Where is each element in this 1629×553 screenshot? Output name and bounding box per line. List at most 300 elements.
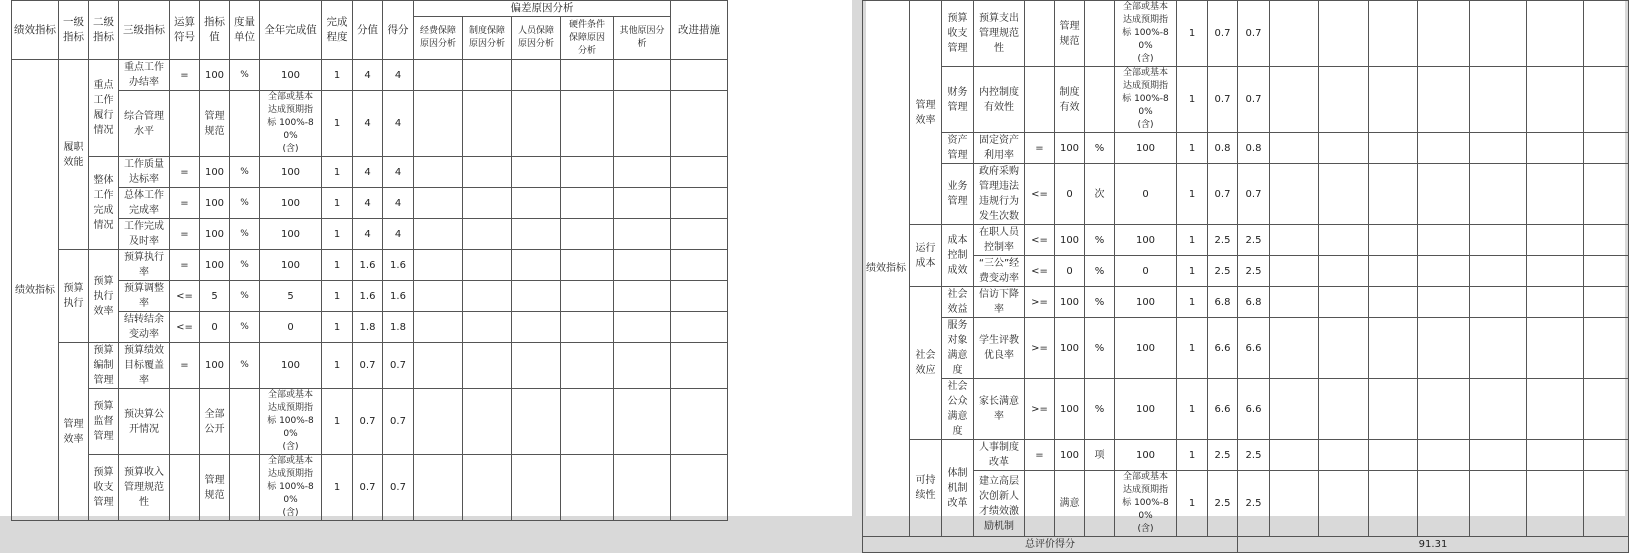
degree-cell: 1 (322, 219, 353, 250)
operator-cell: = (1025, 133, 1055, 164)
got-score-cell: 2.5 (1238, 471, 1270, 537)
unit-cell (230, 389, 260, 455)
header-actual: 全年完成值 (260, 1, 322, 60)
indicator-name: 工作完成 及时率 (119, 219, 170, 250)
score-cell: 6.6 (1208, 318, 1238, 379)
actual-value: 100 (1115, 133, 1177, 164)
group-label: 可持 续性 (910, 440, 942, 537)
empty-analysis-cell (1319, 440, 1369, 471)
empty-analysis-cell (1270, 164, 1319, 225)
empty-analysis-cell (1584, 318, 1629, 379)
empty-analysis-cell (512, 188, 561, 219)
actual-value: 全部或基本 达成预期指 标 100%-80% (含) (260, 455, 322, 521)
empty-analysis-cell (1270, 256, 1319, 287)
score-cell: 6.6 (1208, 379, 1238, 440)
empty-analysis-cell (414, 281, 463, 312)
operator-cell: = (170, 250, 200, 281)
empty-analysis-cell (561, 219, 614, 250)
empty-analysis-cell (1527, 379, 1584, 440)
empty-analysis-cell (1319, 287, 1369, 318)
table-row (863, 256, 1629, 287)
unit-cell (1085, 67, 1115, 133)
empty-analysis-cell (1369, 379, 1418, 440)
got-score-cell: 0.7 (1238, 1, 1270, 67)
table-row (863, 164, 1629, 225)
indicator-name: 固定资产 利用率 (974, 133, 1025, 164)
degree-cell: 1 (322, 250, 353, 281)
empty-analysis-cell (561, 91, 614, 157)
score-cell: 0.7 (1208, 1, 1238, 67)
header-op: 运算 符号 (170, 1, 200, 60)
empty-analysis-cell (1470, 471, 1527, 537)
score-cell: 0.8 (1208, 133, 1238, 164)
empty-analysis-cell (463, 312, 512, 343)
target-value: 0 (1055, 164, 1085, 225)
group-label: 社会 效应 (910, 287, 942, 440)
target-value: 100 (1055, 133, 1085, 164)
degree-cell: 1 (1177, 440, 1208, 471)
table-row (12, 60, 728, 91)
empty-analysis-cell (1319, 379, 1369, 440)
total-value: 91.31 (1238, 537, 1629, 553)
got-score-cell: 1.6 (383, 281, 414, 312)
empty-analysis-cell (1369, 440, 1418, 471)
empty-analysis-cell (414, 250, 463, 281)
total-label: 总评价得分 (863, 537, 1238, 553)
operator-cell: = (170, 60, 200, 91)
empty-analysis-cell (1319, 225, 1369, 256)
table-row (863, 67, 1629, 133)
empty-analysis-cell (1270, 471, 1319, 537)
header-improve: 改进措施 (671, 1, 728, 60)
subgroup-label: 财务 管理 (942, 67, 974, 133)
unit-cell: % (1085, 256, 1115, 287)
score-cell: 2.5 (1208, 471, 1238, 537)
indicator-name: 信访下降 率 (974, 287, 1025, 318)
header-dev5: 其他原因分 析 (614, 17, 671, 60)
table-row (12, 157, 728, 188)
header-first: 一级 指标 (59, 1, 89, 60)
got-score-cell: 0.8 (1238, 133, 1270, 164)
empty-analysis-cell (1470, 256, 1527, 287)
degree-cell: 1 (322, 188, 353, 219)
table-row (12, 219, 728, 250)
actual-value: 100 (260, 219, 322, 250)
header-degree: 完成 程度 (322, 1, 353, 60)
empty-analysis-cell (414, 312, 463, 343)
empty-analysis-cell (1319, 256, 1369, 287)
empty-analysis-cell (1527, 287, 1584, 318)
operator-cell: >= (1025, 287, 1055, 318)
empty-analysis-cell (414, 91, 463, 157)
operator-cell: = (170, 157, 200, 188)
empty-analysis-cell (1270, 225, 1319, 256)
empty-analysis-cell (1584, 471, 1629, 537)
empty-analysis-cell (414, 343, 463, 389)
empty-analysis-cell (1369, 256, 1418, 287)
operator-cell (170, 455, 200, 521)
target-value: 制度 有效 (1055, 67, 1085, 133)
operator-cell: <= (170, 312, 200, 343)
unit-cell: % (1085, 225, 1115, 256)
table-row (12, 312, 728, 343)
operator-cell (170, 91, 200, 157)
degree-cell: 1 (322, 91, 353, 157)
empty-analysis-cell (1319, 164, 1369, 225)
empty-analysis-cell (614, 343, 671, 389)
empty-analysis-cell (1319, 471, 1369, 537)
operator-cell: <= (1025, 164, 1055, 225)
empty-analysis-cell (671, 455, 728, 521)
empty-analysis-cell (1584, 133, 1629, 164)
got-score-cell: 0.7 (1238, 164, 1270, 225)
indicator-name: 预算调整 率 (119, 281, 170, 312)
score-cell: 4 (353, 188, 383, 219)
unit-cell (1085, 471, 1115, 537)
table-row (12, 343, 728, 389)
table-row (863, 379, 1629, 440)
empty-analysis-cell (1527, 256, 1584, 287)
operator-cell: <= (170, 281, 200, 312)
target-value: 100 (1055, 440, 1085, 471)
empty-analysis-cell (671, 219, 728, 250)
indicator-name: 工作质量 达标率 (119, 157, 170, 188)
empty-analysis-cell (614, 91, 671, 157)
right-page (866, 0, 1625, 550)
empty-analysis-cell (1270, 440, 1319, 471)
empty-analysis-cell (614, 188, 671, 219)
empty-analysis-cell (1527, 318, 1584, 379)
header-dev1: 经费保障 原因分析 (414, 17, 463, 60)
empty-analysis-cell (614, 312, 671, 343)
indicator-name: 政府采购 管理违法 违规行为 发生次数 (974, 164, 1025, 225)
empty-analysis-cell (463, 250, 512, 281)
operator-cell: <= (1025, 225, 1055, 256)
empty-analysis-cell (1369, 164, 1418, 225)
empty-analysis-cell (512, 281, 561, 312)
actual-value: 100 (260, 343, 322, 389)
indicator-name: 预算绩效 目标覆盖 率 (119, 343, 170, 389)
indicator-name: 重点工作 办结率 (119, 60, 170, 91)
got-score-cell: 4 (383, 188, 414, 219)
actual-value: 5 (260, 281, 322, 312)
degree-cell: 1 (322, 312, 353, 343)
subgroup-label: 资产 管理 (942, 133, 974, 164)
empty-analysis-cell (1584, 1, 1629, 67)
table-row (863, 471, 1629, 537)
performance-table-right (862, 0, 1629, 553)
empty-analysis-cell (1369, 1, 1418, 67)
subgroup-label: 体制 机制 改革 (942, 440, 974, 537)
empty-analysis-cell (561, 188, 614, 219)
empty-analysis-cell (1418, 164, 1470, 225)
indicator-name: 建立高层 次创新人 才绩效激 励机制 (974, 471, 1025, 537)
table-row (863, 287, 1629, 318)
empty-analysis-cell (512, 343, 561, 389)
unit-cell: % (230, 281, 260, 312)
got-score-cell: 6.8 (1238, 287, 1270, 318)
performance-table-left (11, 0, 728, 521)
empty-analysis-cell (1470, 440, 1527, 471)
empty-analysis-cell (614, 455, 671, 521)
got-score-cell: 0.7 (383, 455, 414, 521)
score-cell: 0.7 (1208, 164, 1238, 225)
indicator-name: 在职人员 控制率 (974, 225, 1025, 256)
actual-value: 100 (260, 60, 322, 91)
degree-cell: 1 (1177, 1, 1208, 67)
unit-cell: % (1085, 318, 1115, 379)
empty-analysis-cell (1418, 440, 1470, 471)
unit-cell: % (1085, 287, 1115, 318)
unit-cell: % (230, 60, 260, 91)
empty-analysis-cell (512, 455, 561, 521)
empty-analysis-cell (561, 343, 614, 389)
target-value: 100 (200, 157, 230, 188)
got-score-cell: 6.6 (1238, 379, 1270, 440)
empty-analysis-cell (1270, 379, 1319, 440)
target-value: 管理 规范 (200, 455, 230, 521)
subgroup-label: 重点 工作 履行 情况 (89, 60, 119, 157)
score-cell: 4 (353, 60, 383, 91)
score-cell: 6.8 (1208, 287, 1238, 318)
empty-analysis-cell (614, 281, 671, 312)
indicator-name: “三公”经 费变动率 (974, 256, 1025, 287)
empty-analysis-cell (463, 389, 512, 455)
empty-analysis-cell (671, 188, 728, 219)
total-row (863, 537, 1629, 553)
table-row (863, 225, 1629, 256)
subgroup-label: 整体 工作 完成 情况 (89, 157, 119, 250)
degree-cell: 1 (1177, 133, 1208, 164)
score-cell: 1.6 (353, 250, 383, 281)
empty-analysis-cell (1584, 379, 1629, 440)
empty-analysis-cell (512, 60, 561, 91)
empty-analysis-cell (1527, 225, 1584, 256)
empty-analysis-cell (614, 157, 671, 188)
actual-value: 全部或基本 达成预期指 标 100%-80% (含) (260, 91, 322, 157)
empty-analysis-cell (671, 91, 728, 157)
degree-cell: 1 (322, 389, 353, 455)
empty-analysis-cell (671, 250, 728, 281)
empty-analysis-cell (1418, 318, 1470, 379)
degree-cell: 1 (322, 60, 353, 91)
subgroup-label: 预算 执行 效率 (89, 250, 119, 343)
empty-analysis-cell (512, 157, 561, 188)
unit-cell: % (230, 157, 260, 188)
empty-analysis-cell (1270, 133, 1319, 164)
empty-analysis-cell (1418, 256, 1470, 287)
subgroup-label: 预算 收支 管理 (942, 1, 974, 67)
empty-analysis-cell (1369, 287, 1418, 318)
unit-cell: 项 (1085, 440, 1115, 471)
subgroup-label: 预算 收支 管理 (89, 455, 119, 521)
operator-cell (1025, 1, 1055, 67)
empty-analysis-cell (414, 188, 463, 219)
header-dev2: 制度保障 原因分析 (463, 17, 512, 60)
degree-cell: 1 (322, 343, 353, 389)
header-second: 二级 指标 (89, 1, 119, 60)
target-value: 100 (200, 250, 230, 281)
empty-analysis-cell (1270, 287, 1319, 318)
subgroup-label: 社会 公众 满意 度 (942, 379, 974, 440)
subgroup-label: 预算 编制 管理 (89, 343, 119, 389)
degree-cell: 1 (1177, 67, 1208, 133)
empty-analysis-cell (512, 250, 561, 281)
empty-analysis-cell (414, 157, 463, 188)
empty-analysis-cell (463, 343, 512, 389)
empty-analysis-cell (671, 157, 728, 188)
indicator-name: 综合管理 水平 (119, 91, 170, 157)
empty-analysis-cell (1369, 471, 1418, 537)
empty-analysis-cell (561, 455, 614, 521)
got-score-cell: 4 (383, 60, 414, 91)
empty-analysis-cell (1470, 318, 1527, 379)
empty-analysis-cell (1470, 67, 1527, 133)
group-label: 履职 效能 (59, 60, 89, 250)
empty-analysis-cell (1584, 225, 1629, 256)
table-row (12, 389, 728, 455)
score-cell: 1.6 (353, 281, 383, 312)
target-value: 5 (200, 281, 230, 312)
header-l1: 绩效指标 (12, 1, 59, 60)
empty-analysis-cell (1584, 440, 1629, 471)
empty-analysis-cell (1270, 1, 1319, 67)
score-cell: 0.7 (353, 343, 383, 389)
empty-analysis-cell (414, 60, 463, 91)
empty-analysis-cell (463, 281, 512, 312)
empty-analysis-cell (414, 389, 463, 455)
empty-analysis-cell (671, 343, 728, 389)
actual-value: 100 (1115, 287, 1177, 318)
indicator-name: 预算支出 管理规范 性 (974, 1, 1025, 67)
score-cell: 2.5 (1208, 440, 1238, 471)
empty-analysis-cell (463, 60, 512, 91)
operator-cell (1025, 67, 1055, 133)
empty-analysis-cell (414, 219, 463, 250)
table-row (863, 318, 1629, 379)
empty-analysis-cell (414, 455, 463, 521)
empty-analysis-cell (1319, 133, 1369, 164)
degree-cell: 1 (322, 157, 353, 188)
actual-value: 0 (1115, 256, 1177, 287)
table-row (863, 133, 1629, 164)
header-score: 分值 (353, 1, 383, 60)
actual-value: 全部或基本 达成预期指 标 100%-80% (含) (1115, 67, 1177, 133)
empty-analysis-cell (1527, 133, 1584, 164)
score-cell: 0.7 (353, 455, 383, 521)
empty-analysis-cell (1319, 67, 1369, 133)
got-score-cell: 1.6 (383, 250, 414, 281)
empty-analysis-cell (1584, 256, 1629, 287)
empty-analysis-cell (561, 157, 614, 188)
empty-analysis-cell (1369, 67, 1418, 133)
empty-analysis-cell (512, 91, 561, 157)
empty-analysis-cell (1270, 318, 1319, 379)
actual-value: 100 (260, 157, 322, 188)
table-row (12, 91, 728, 157)
empty-analysis-cell (1369, 318, 1418, 379)
got-score-cell: 0.7 (383, 389, 414, 455)
empty-analysis-cell (1369, 133, 1418, 164)
score-cell: 4 (353, 219, 383, 250)
score-cell: 1.8 (353, 312, 383, 343)
got-score-cell: 0.7 (383, 343, 414, 389)
header-dev4: 硬件条件 保障原因 分析 (561, 17, 614, 60)
unit-cell (230, 91, 260, 157)
empty-analysis-cell (614, 250, 671, 281)
score-cell: 0.7 (353, 389, 383, 455)
header-dev3: 人员保障 原因分析 (512, 17, 561, 60)
empty-analysis-cell (1418, 287, 1470, 318)
indicator-name: 预算执行 率 (119, 250, 170, 281)
empty-analysis-cell (1527, 440, 1584, 471)
empty-analysis-cell (463, 219, 512, 250)
unit-cell: 次 (1085, 164, 1115, 225)
group-label: 运行 成本 (910, 225, 942, 287)
target-value: 100 (1055, 225, 1085, 256)
empty-analysis-cell (1418, 1, 1470, 67)
got-score-cell: 4 (383, 157, 414, 188)
got-score-cell: 0.7 (1238, 67, 1270, 133)
operator-cell: = (170, 219, 200, 250)
table-row (863, 1, 1629, 67)
empty-analysis-cell (1270, 67, 1319, 133)
empty-analysis-cell (1470, 225, 1527, 256)
score-cell: 4 (353, 91, 383, 157)
empty-analysis-cell (463, 91, 512, 157)
got-score-cell: 2.5 (1238, 225, 1270, 256)
score-cell: 4 (353, 157, 383, 188)
actual-value: 100 (1115, 379, 1177, 440)
table-row (12, 455, 728, 521)
empty-analysis-cell (671, 281, 728, 312)
table-row (863, 440, 1629, 471)
subgroup-label: 服务 对象 满意 度 (942, 318, 974, 379)
first-col-label: 绩效指标 (12, 60, 59, 521)
actual-value: 全部或基本 达成预期指 标 100%-80% (含) (260, 389, 322, 455)
got-score-cell: 2.5 (1238, 440, 1270, 471)
header-unit: 度量 单位 (230, 1, 260, 60)
group-label: 预算 执行 (59, 250, 89, 343)
target-value: 100 (1055, 287, 1085, 318)
actual-value: 100 (260, 188, 322, 219)
actual-value: 0 (260, 312, 322, 343)
got-score-cell: 4 (383, 219, 414, 250)
empty-analysis-cell (671, 60, 728, 91)
degree-cell: 1 (1177, 164, 1208, 225)
operator-cell: >= (1025, 318, 1055, 379)
group-label: 管理 效率 (59, 343, 89, 521)
empty-analysis-cell (463, 188, 512, 219)
indicator-name: 内控制度 有效性 (974, 67, 1025, 133)
indicator-name: 人事制度 改革 (974, 440, 1025, 471)
empty-analysis-cell (512, 389, 561, 455)
target-value: 100 (200, 343, 230, 389)
unit-cell: % (1085, 379, 1115, 440)
empty-analysis-cell (671, 389, 728, 455)
empty-analysis-cell (561, 281, 614, 312)
degree-cell: 1 (1177, 471, 1208, 537)
actual-value: 100 (1115, 318, 1177, 379)
group-label: 管理 效率 (910, 1, 942, 225)
score-cell: 2.5 (1208, 256, 1238, 287)
empty-analysis-cell (1369, 225, 1418, 256)
degree-cell: 1 (322, 281, 353, 312)
unit-cell: % (230, 219, 260, 250)
unit-cell (1085, 1, 1115, 67)
target-value: 0 (200, 312, 230, 343)
empty-analysis-cell (561, 389, 614, 455)
